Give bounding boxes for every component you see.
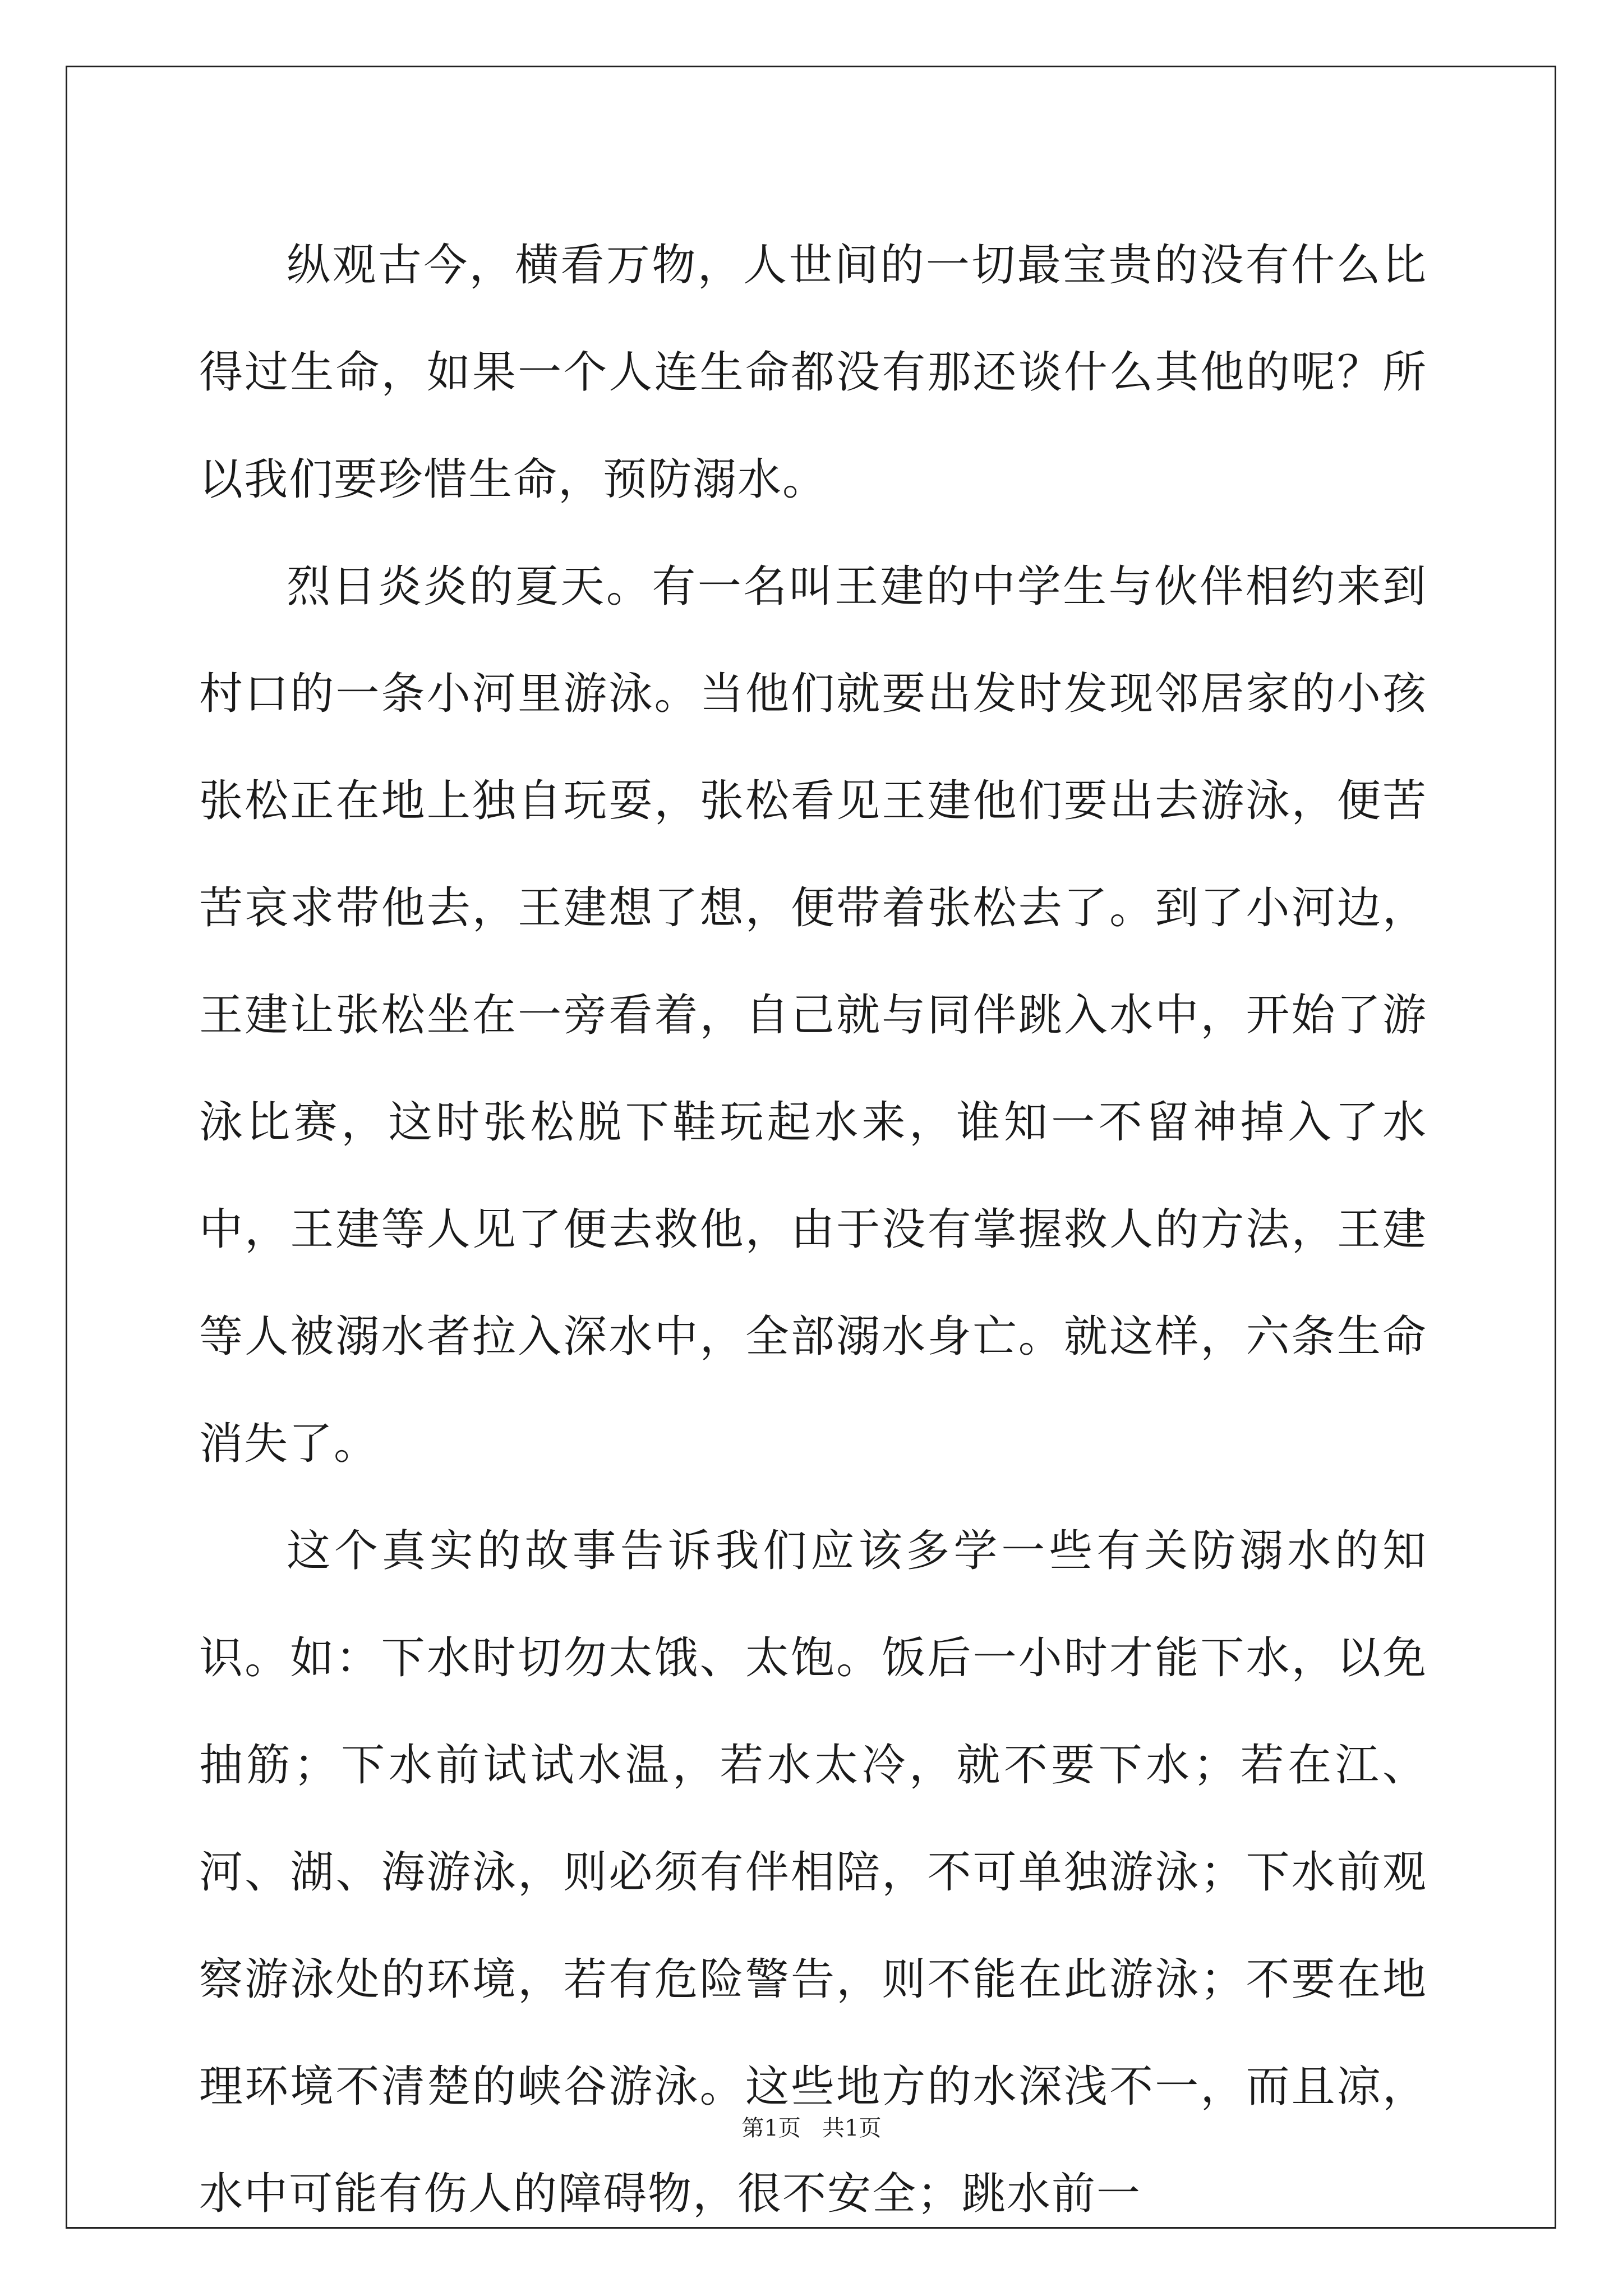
paragraph-2: 烈日炎炎的夏天。有一名叫王建的中学生与伙伴相约来到村口的一条小河里游泳。当他们就要出发时发现邻居家的小孩张松正在地上独自玩耍，张松看见王建他们要出去游泳，便苦苦哀求带他去，王建想了想，便带着张松去了。到了小河边，王建让张松坐在一旁看着，自己就与同伴跳入水中，开始了游泳比赛，这时张松脱下鞋玩起水来，谁知一不留神掉入了水中，王建等人见了便去救他，由于没有掌握救人的方法，王建等人被溺水者拉入深水中，全部溺水身亡。就这样，六条生命消失了。 [199, 562, 1427, 1469]
page-footer: 第1页 共1页 [741, 2115, 882, 2141]
paragraph-1: 纵观古今，横看万物，人世间的一切最宝贵的没有什么比得过生命，如果一个人连生命都没有那还谈什么其他的呢？所以我们要珍惜生命，预防溺水。 [199, 240, 1427, 505]
paragraph-3: 这个真实的故事告诉我们应该多学一些有关防溺水的知识。如：下水时切勿太饿、太饱。饭后一小时才能下水，以免抽筋；下水前试试水温，若水太冷，就不要下水；若在江、河、湖、海游泳，则必须有伴相陪，不可单独游泳；下水前观察游泳处的环境，若有危险警告，则不能在此游泳；不要在地理环境不清楚的峡谷游泳。这些地方的水深浅不一，而且凉，水中可能有伤人的障碍物，很不安全；跳水前一 [199, 1526, 1427, 2219]
document-body [199, 212, 1427, 2248]
